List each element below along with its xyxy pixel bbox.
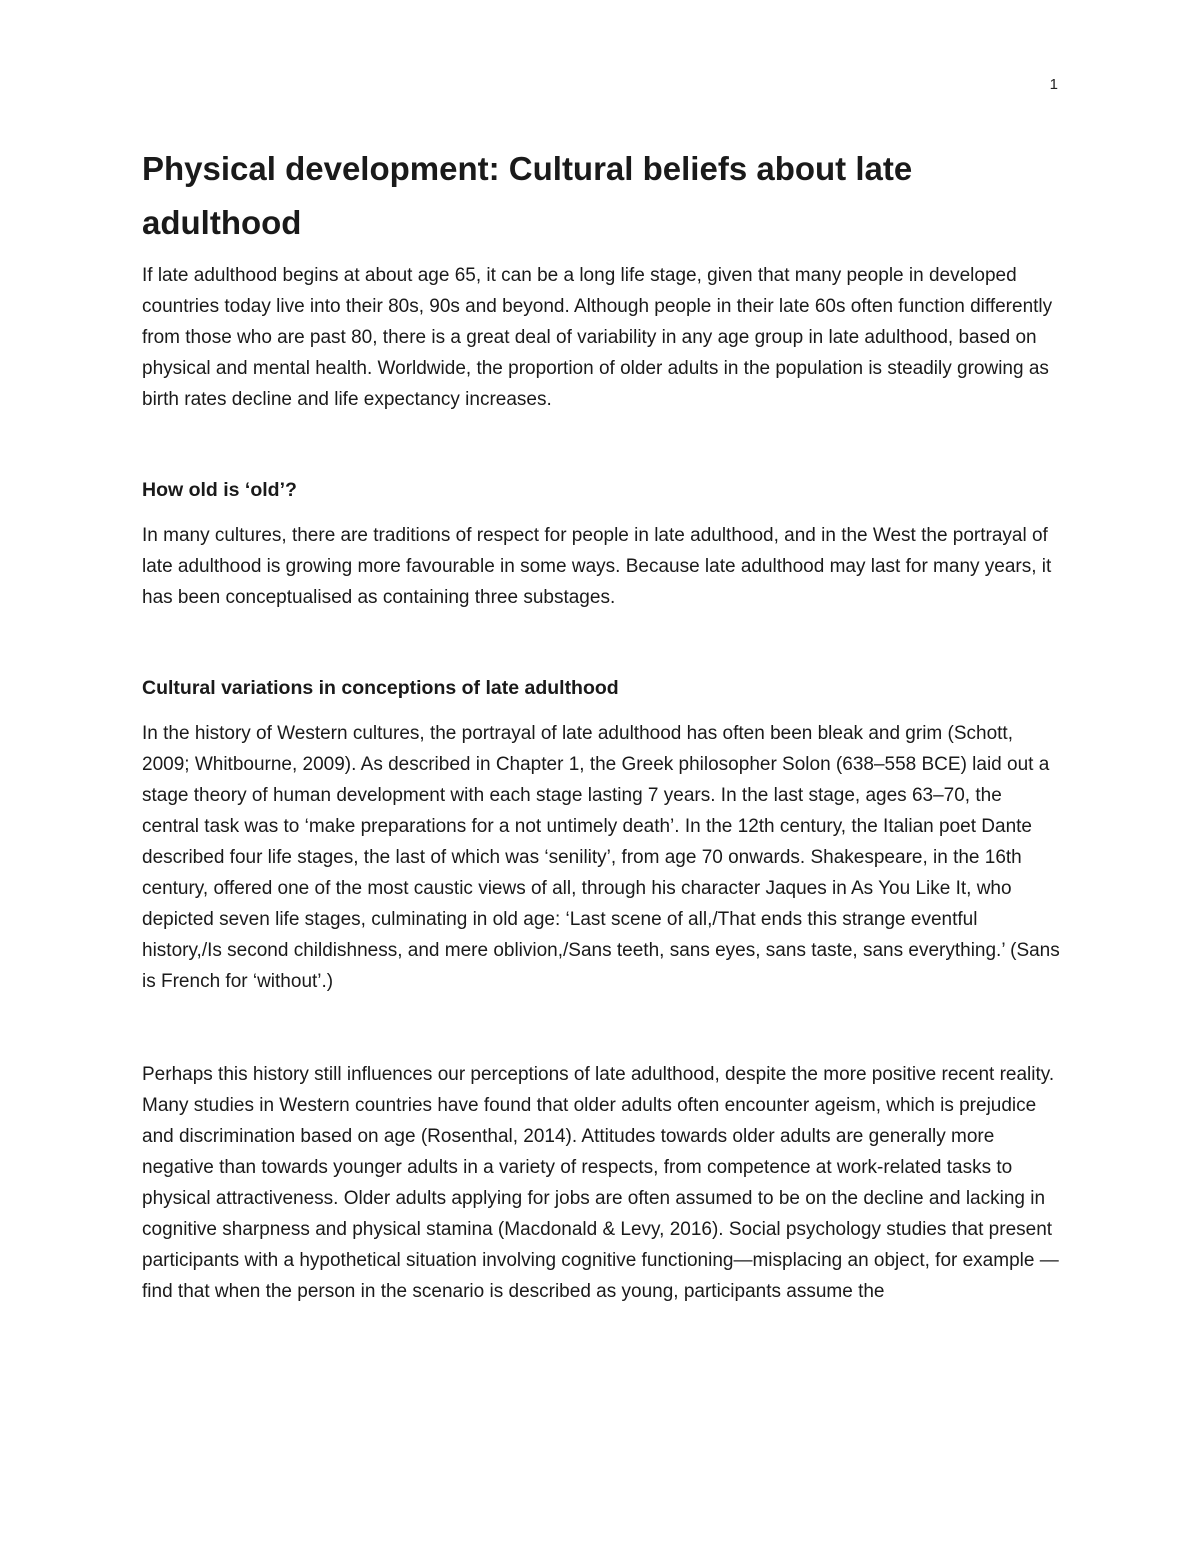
section-heading-cultural-variations: Cultural variations in conceptions of late adulthood <box>142 677 619 699</box>
document-body <box>142 142 1062 1307</box>
section-paragraph: Perhaps this history still influences our perceptions of late adulthood, despite the more positive recent reality. Many studies in Western countries have found that older adults often encounter ageism, which is prejudice and discrimination based on age (Rosenthal, 2014). Attitudes towards older adults are generally more negative than towards younger adults in a variety of respects, from competence at work-related tasks to physical attractiveness. Older adults applying for jobs are often assumed to be on the decline and lacking in cognitive sharpness and physical stamina (Macdonald & Levy, 2016). Social psychology studies that present participants with a hypothetical situation involving cognitive functioning—misplacing an object, for example —find that when the person in the scenario is described as young, participants assume the <box>142 1064 1059 1302</box>
section-paragraph: In the history of Western cultures, the portrayal of late adulthood has often been bleak and grim (Schott, 2009; Whitbourne, 2009). As described in Chapter 1, the Greek philosopher Solon (638–558 BCE) laid out a stage theory of human development with each stage lasting 7 years. In the last stage, ages 63–70, the central task was to ‘make preparations for a not untimely death’. In the 12th century, the Italian poet Dante described four life stages, the last of which was ‘senility’, from age 70 onwards. Shakespeare, in the 16th century, offered one of the most caustic views of all, through his character Jaques in As You Like It, who depicted seven life stages, culminating in old age: ‘Last scene of all,/That ends this strange eventful history,/Is second childishness, and mere oblivion,/Sans teeth, sans eyes, sans taste, sans everything.’ (Sans is French for ‘without’.) <box>142 723 1060 992</box>
document-title: Physical development: Cultural beliefs about late adulthood <box>142 150 913 241</box>
section-paragraph: In many cultures, there are traditions of respect for people in late adulthood, and in the West the portrayal of late adulthood is growing more favourable in some ways. Because late adulthood may last for many years, it has been conceptualised as containing three substages. <box>142 525 1052 608</box>
section-heading-how-old: How old is ‘old’? <box>142 479 297 501</box>
intro-paragraph: If late adulthood begins at about age 65, it can be a long life stage, given that many people in developed countries today live into their 80s, 90s and beyond. Although people in their late 60s often function differently from those who are past 80, there is a great deal of variability in any age group in late adulthood, based on physical and mental health. Worldwide, the proportion of older adults in the population is steadily growing as birth rates decline and life expectancy increases. <box>142 265 1053 410</box>
page-number: 1 <box>1049 76 1058 93</box>
